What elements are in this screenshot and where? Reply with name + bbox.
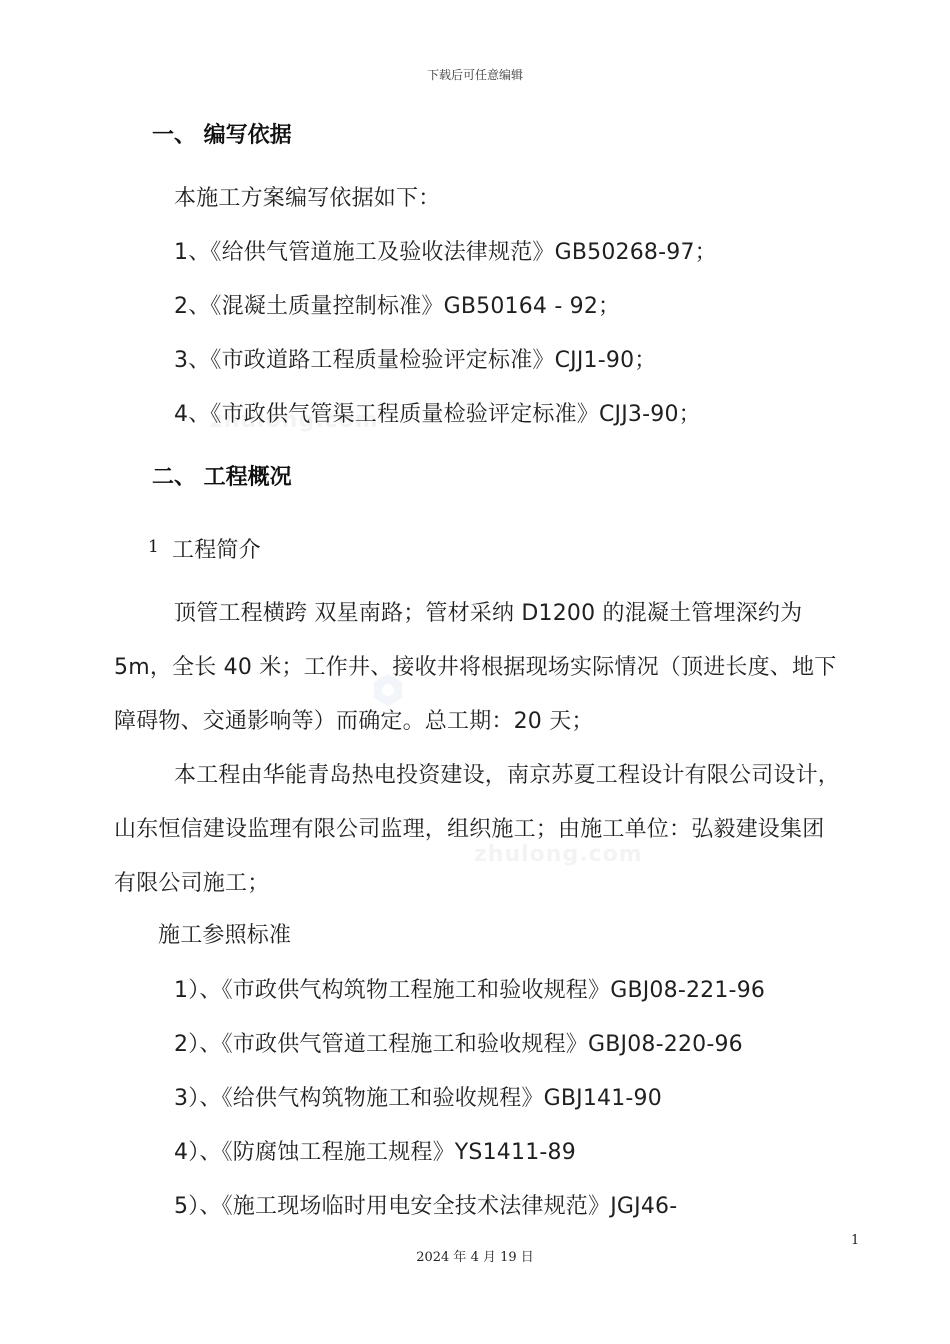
- standards-title: 施工参照标准: [158, 923, 292, 948]
- paragraph-line: 顶管工程横跨 双星南路；管材采纳 D1200 的混凝土管埋深约为: [174, 601, 803, 626]
- section-heading-basis: 一、 编写依据: [152, 123, 292, 148]
- subsection-title: 工程简介: [172, 538, 261, 563]
- paragraph-line: 有限公司施工；: [114, 871, 270, 896]
- paragraph-line: 山东恒信建设监理有限公司监理，组织施工；由施工单位：弘毅建设集团: [114, 817, 825, 842]
- watermark-text: [474, 842, 643, 867]
- standard-item: 4）、《防腐蚀工程施工规程》YS1411-89: [174, 1140, 576, 1165]
- basis-item: 3、《市政道路工程质量检验评定标准》CJJ1-90；: [174, 348, 657, 373]
- page-number: 1: [851, 1233, 860, 1248]
- basis-item: 2、《混凝土质量控制标准》GB50164 - 92；: [174, 294, 621, 319]
- standard-item: 3）、《给供气构筑物施工和验收规程》GBJ141-90: [174, 1086, 662, 1111]
- section-heading-overview: 二、 工程概况: [152, 465, 292, 490]
- standard-item: 2）、《市政供气管道工程施工和验收规程》GBJ08-220-96: [174, 1032, 743, 1057]
- header-note: 下载后可任意编辑: [426, 68, 523, 82]
- standard-item: 5）、《施工现场临时用电安全技术法律规范》JGJ46-: [174, 1194, 678, 1219]
- paragraph-line: 5m，全长 40 米；工作井、接收井将根据现场实际情况（顶进长度、地下: [114, 655, 837, 680]
- section-intro: 本施工方案编写依据如下：: [174, 186, 441, 211]
- basis-item: 1、《给供气管道施工及验收法律规范》GB50268-97；: [174, 240, 717, 265]
- standard-item: 1）、《市政供气构筑物工程施工和验收规程》GBJ08-221-96: [174, 978, 766, 1003]
- basis-item: 4、《市政供气管渠工程质量检验评定标准》CJJ3-90；: [174, 402, 701, 427]
- footer-date: 2024 年 4 月 19 日: [416, 1250, 534, 1265]
- paragraph-line: 本工程由华能青岛热电投资建设，南京苏夏工程设计有限公司设计，: [174, 763, 841, 788]
- paragraph-line: 障碍物、交通影响等）而确定。总工期：20 天；: [114, 709, 594, 734]
- subsection-number: 1: [148, 537, 159, 557]
